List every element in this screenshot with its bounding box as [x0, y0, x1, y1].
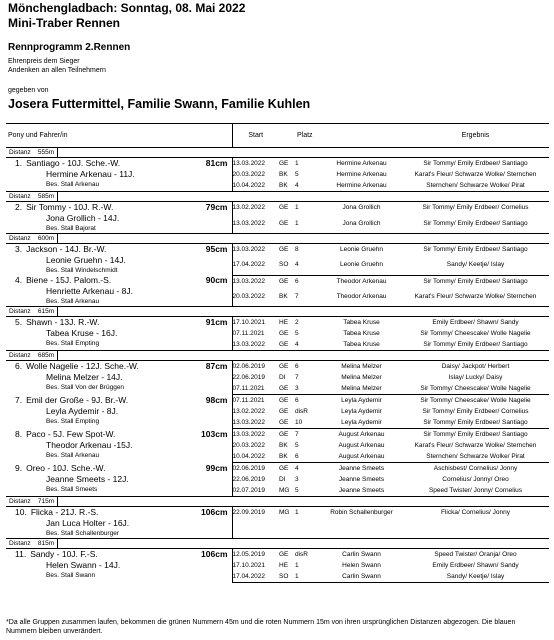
event-title: Mini-Traber Rennen — [8, 16, 121, 30]
result-podium: Sternchen/ Schwarze Wolke/ Pirat — [402, 451, 549, 463]
distance-label — [6, 497, 58, 506]
horse-line — [6, 395, 232, 406]
horse-line — [6, 429, 232, 440]
result-date: 13.02.2022 — [232, 408, 266, 415]
stable-name: Bes. Stall Arkenau — [46, 181, 100, 188]
stable-name: Bes. Stall Schallenburger — [46, 530, 119, 537]
horse-height: 79cm — [205, 202, 228, 212]
page-header — [8, 0, 245, 31]
horse-height: 87cm — [205, 361, 228, 371]
result-track: DI — [279, 476, 286, 483]
result-podium: Flicka/ Cornelius/ Jonny — [441, 509, 510, 516]
horse-line — [6, 463, 232, 474]
result-date: 07.11.2021 — [232, 383, 279, 395]
table-row — [6, 507, 549, 538]
result-place: 1 — [295, 571, 321, 583]
result-driver: Jona Grollich — [342, 219, 381, 227]
entry-cell — [6, 158, 232, 192]
entry-cell — [6, 317, 232, 351]
result-podium: Sir Tommy/ Cheescake/ Wolle Nagelie — [420, 330, 531, 337]
result-driver: Hermine Arkenau — [321, 180, 402, 192]
distance-value: 685m — [37, 352, 55, 359]
result-place: 4 — [295, 261, 299, 269]
horse-name: Emil der Große - 9J. Br.-W. — [26, 394, 129, 405]
result-driver: Carlin Swann — [321, 571, 402, 583]
result-date: 13.03.2022 — [232, 277, 266, 285]
result-date: 22.09.2019 — [232, 509, 266, 516]
distance-word: Distanz — [9, 235, 31, 242]
stable-name: Bes. Stall Empting — [46, 417, 100, 425]
distance-row — [6, 234, 549, 244]
horse-number: 1. — [15, 158, 23, 168]
sponsors: Josera Futtermittel, Familie Swann, Familie Kuhlen — [8, 97, 311, 111]
result-date: 17.10.2021 — [232, 562, 266, 569]
result-driver: Jeanne Smeets — [321, 485, 402, 497]
distance-label — [6, 307, 58, 316]
result-podium: Sir Tommy/ Emily Erdbeer/ Cornelius — [422, 204, 529, 211]
result-podium: Sir Tommy/ Cheescake/ Wolle Nagelie — [402, 383, 549, 395]
result-podium: Sir Tommy/ Emily Erdbeer/ Santiago — [423, 431, 528, 438]
result-track: MG — [279, 509, 290, 516]
result-date: 13.03.2022 — [232, 339, 279, 351]
result-date: 17.04.2022 — [232, 261, 266, 269]
distance-row — [6, 497, 549, 507]
result-place: 7 — [295, 292, 299, 300]
result-driver: August Arkenau — [321, 451, 402, 463]
horse-number: 4. — [15, 275, 23, 285]
horse-number: 8. — [15, 428, 23, 439]
result-podium: Aschisbest/ Cornelius/ Jonny — [433, 465, 518, 472]
result-podium: Karat's Fleur/ Schwarze Wolke/ Sternchen — [414, 292, 537, 300]
driver-name: Henriette Arkenau - 8J. — [46, 286, 133, 296]
event-location-date: Mönchengladbach: Sonntag, 08. Mai 2022 — [8, 1, 246, 15]
distance-label — [6, 192, 58, 201]
distance-value: 585m — [37, 193, 55, 200]
horse-name: Paco - 5J. Few Spot-W. — [26, 428, 116, 439]
result-place: 2 — [295, 319, 299, 326]
stable-name: Bes. Stall Von der Brüggen — [46, 384, 125, 391]
result-track: BK — [279, 442, 288, 449]
souvenir-text: Andenken an allen Teilnehmern — [8, 67, 106, 74]
stable-name: Bes. Stall Arkenau — [46, 451, 100, 459]
entry-cell — [6, 395, 232, 429]
result-track: GE — [279, 339, 295, 351]
result-track: GE — [279, 277, 289, 285]
stable-name: Bes. Stall Arkenau — [46, 298, 100, 305]
result-driver: Theodor Arkenau — [336, 277, 387, 285]
result-date: 17.10.2021 — [232, 319, 266, 326]
result-track: GE — [279, 160, 289, 167]
distance-value: 815m — [37, 540, 55, 547]
distance-word: Distanz — [9, 540, 31, 547]
result-podium: Sir Tommy/ Emily Erdbeer/ Santiago — [423, 246, 528, 253]
result-place: disR — [295, 408, 309, 415]
table-header-row — [6, 124, 549, 148]
result-podium: Emily Erdbeer/ Shawn/ Sandy — [432, 319, 519, 326]
result-track: SO — [279, 571, 295, 583]
result-track: GE — [279, 204, 289, 211]
driver-name: Jona Grollich - 14J. — [46, 213, 120, 223]
result-driver: Leyla Aydemir — [321, 417, 402, 429]
table-row — [6, 275, 549, 291]
horse-height: 103cm — [201, 428, 228, 439]
result-track: GE — [279, 551, 289, 558]
horse-number: 2. — [15, 202, 23, 212]
result-date: 02.07.2019 — [232, 485, 279, 497]
horse-number: 6. — [15, 361, 23, 371]
result-podium: Sir Tommy/ Emily Erdbeer/ Santiago — [402, 417, 549, 429]
prize-text: Ehrenpreis dem Sieger — [8, 58, 80, 65]
result-date: 13.03.2022 — [232, 431, 266, 438]
result-place: 1 — [295, 219, 299, 227]
result-place: 6 — [295, 397, 299, 404]
result-place: 5 — [295, 330, 299, 337]
result-track: GE — [279, 431, 289, 438]
result-place: 1 — [295, 509, 299, 516]
result-podium: Emily Erdbeer/ Shawn/ Sandy — [432, 562, 519, 569]
driver-name: Leyla Aydemir - 8J. — [46, 405, 119, 416]
distance-value: 555m — [37, 149, 55, 156]
result-date: 07.11.2021 — [232, 397, 265, 404]
result-driver: Melina Melzer — [341, 363, 382, 370]
horse-height: 106cm — [201, 549, 228, 559]
result-track: BK — [279, 180, 295, 192]
horse-number: 7. — [15, 394, 23, 405]
result-podium: Sternchen/ Schwarze Wolke/ Pirat — [402, 180, 549, 192]
result-place: 3 — [295, 476, 299, 483]
result-date: 12.05.2019 — [232, 551, 266, 558]
result-place: 8 — [295, 246, 299, 253]
result-track: DI — [279, 374, 286, 381]
col-header-ergebnis: Ergebnis — [402, 124, 549, 148]
result-date: 07.11.2021 — [232, 330, 265, 337]
result-driver: August Arkenau — [338, 442, 385, 449]
result-date: 13.03.2022 — [232, 417, 279, 429]
result-driver: Tabea Kruse — [343, 319, 380, 326]
horse-line — [6, 361, 232, 372]
horse-name: Flicka - 21J. R.-S. — [30, 507, 99, 517]
result-date: 13.03.2022 — [232, 160, 266, 167]
result-date: 10.04.2022 — [232, 451, 279, 463]
entry-cell — [6, 549, 232, 583]
result-podium: Sir Tommy/ Emily Erdbeer/ Santiago — [423, 219, 528, 227]
result-place: 5 — [295, 171, 299, 178]
entry-cell — [6, 275, 232, 307]
result-driver: Leyla Aydemir — [341, 397, 382, 404]
result-podium: Sir Tommy/ Emily Erdbeer/ Santiago — [423, 277, 528, 285]
horse-number: 11. — [15, 549, 27, 559]
result-driver: Melina Melzer — [341, 374, 382, 381]
result-podium: Sandy/ Keetje/ Islay — [402, 571, 549, 583]
table-row — [6, 463, 549, 475]
result-podium: Karat's Fleur/ Schwarze Wolke/ Sternchen — [414, 171, 537, 178]
horse-name: Shawn - 13J. R.-W. — [26, 317, 100, 327]
result-track: BK — [279, 451, 295, 463]
distance-value: 715m — [37, 498, 55, 505]
result-driver: Jeanne Smeets — [338, 476, 385, 483]
result-date: 20.03.2022 — [232, 442, 266, 449]
result-track: GE — [279, 465, 289, 472]
horse-name: Oreo - 10J. Sche.-W. — [26, 462, 106, 473]
result-date: 22.06.2019 — [232, 476, 266, 483]
result-podium: Speed Twister/ Oranja/ Oreo — [434, 551, 517, 558]
horse-height: 106cm — [201, 507, 228, 517]
horse-line — [6, 202, 232, 213]
result-place: 4 — [295, 180, 321, 192]
result-date: 13.02.2022 — [232, 204, 266, 211]
horse-height: 91cm — [205, 317, 228, 327]
distance-row — [6, 307, 549, 317]
horse-line — [6, 158, 232, 169]
result-driver: August Arkenau — [338, 431, 385, 438]
distance-label — [6, 234, 58, 243]
result-track: GE — [279, 397, 289, 404]
result-podium: Sir Tommy/ Emily Erdbeer/ Santiago — [402, 339, 549, 351]
result-track: SO — [279, 261, 289, 269]
result-place: 1 — [295, 160, 299, 167]
entry-cell — [6, 361, 232, 395]
result-driver: Theodor Arkenau — [336, 292, 387, 300]
horse-number: 5. — [15, 317, 23, 327]
race-program-title: Rennprogramm 2.Rennen — [8, 42, 131, 53]
result-date: 20.03.2022 — [232, 292, 266, 300]
result-track: GE — [279, 417, 295, 429]
result-track: GE — [279, 246, 289, 253]
result-place: 1 — [295, 562, 299, 569]
result-podium: Sir Tommy/ Emily Erdbeer/ Santiago — [423, 160, 528, 167]
horse-name: Wolle Nagelie - 12J. Sche.-W. — [26, 361, 139, 371]
horse-name: Sir Tommy - 10J. R.-W. — [26, 202, 114, 212]
table-row — [6, 361, 549, 373]
result-track: MG — [279, 485, 295, 497]
result-podium: Speed Twister/ Jonny/ Cornelius — [402, 485, 549, 497]
result-driver: Tabea Kruse — [343, 330, 380, 337]
result-date: 22.06.2019 — [232, 374, 266, 381]
result-driver: Jeanne Smeets — [338, 465, 385, 472]
result-driver: Jona Grollich — [342, 204, 381, 211]
table-row — [6, 549, 549, 561]
result-podium: Cornelius/ Jonny/ Oreo — [442, 476, 509, 483]
result-track: BK — [279, 292, 288, 300]
result-podium: Sir Tommy/ Cheescake/ Wolle Nagelie — [420, 397, 531, 404]
stable-name: Bes. Stall Bajorat — [46, 225, 96, 232]
result-podium: Karat's Fleur/ Schwarze Wolke/ Sternchen — [414, 442, 537, 449]
horse-height: 98cm — [205, 394, 228, 405]
result-date: 13.03.2022 — [232, 219, 266, 227]
result-driver: Melina Melzer — [321, 383, 402, 395]
result-date: 10.04.2022 — [232, 180, 279, 192]
result-track: GE — [279, 383, 295, 395]
race-table — [6, 123, 549, 583]
result-driver: Hermine Arkenau — [336, 160, 387, 167]
result-driver: Leonie Gruehn — [339, 261, 383, 269]
result-driver: Robin Schallenburger — [330, 509, 393, 516]
stable-name: Bes. Stall Empting — [46, 340, 100, 347]
distance-word: Distanz — [9, 352, 31, 359]
result-place: 6 — [295, 277, 299, 285]
result-track: HE — [279, 319, 289, 326]
result-place: 7 — [295, 374, 299, 381]
result-driver: Leyla Aydemir — [341, 408, 382, 415]
entry-cell — [6, 244, 232, 276]
col-header-start: Start — [232, 124, 279, 148]
entry-cell — [6, 463, 232, 497]
result-place: 6 — [295, 451, 321, 463]
table-row — [6, 158, 549, 170]
result-driver: Tabea Kruse — [321, 339, 402, 351]
horse-height: 81cm — [205, 158, 228, 168]
footnote: *Da alle Gruppen zusammen laufen, bekommen die grünen Nummern 45m und die roten Nummern 15m von ihren ursprünglichen Distanzen abgezogen. Die blauen Nummern bleiben unverändert. — [6, 619, 516, 635]
result-track: GE — [279, 330, 289, 337]
horse-height: 95cm — [205, 244, 228, 254]
table-row — [6, 202, 549, 218]
table-row — [6, 317, 549, 329]
horse-line — [6, 507, 232, 518]
distance-value: 600m — [37, 235, 55, 242]
distance-word: Distanz — [9, 193, 31, 200]
distance-word: Distanz — [9, 308, 31, 315]
result-date: 20.03.2022 — [232, 171, 266, 178]
result-podium: Sir Tommy/ Emily Erdbeer/ Cornelius — [422, 408, 529, 415]
driver-name: Tabea Kruse - 16J. — [46, 328, 118, 338]
driver-name: Theodor Arkenau -15J. — [46, 439, 133, 450]
result-place: 1 — [295, 204, 299, 211]
result-date: 02.06.2019 — [232, 465, 266, 472]
distance-label — [6, 148, 58, 157]
horse-height: 99cm — [205, 462, 228, 473]
driver-name: Jeanne Smeets - 12J. — [46, 473, 129, 484]
driver-name: Leonie Gruehn - 14J. — [46, 255, 126, 265]
driver-name: Jan Luca Holter - 16J. — [46, 518, 130, 528]
col-header-pony: Pony und Fahrer/in — [6, 124, 232, 148]
col-header-platz: Platz — [295, 124, 402, 148]
stable-name: Bes. Stall Swann — [46, 572, 96, 579]
result-podium: Daisy/ Jackpot/ Herbert — [441, 363, 510, 370]
stable-name: Bes. Stall Windelschmidt — [46, 267, 118, 274]
distance-word: Distanz — [9, 498, 31, 505]
result-driver: Carlin Swann — [342, 551, 381, 558]
distance-row — [6, 351, 549, 361]
result-track: HE — [279, 562, 289, 569]
table-row — [6, 429, 549, 441]
result-track: BK — [279, 171, 288, 178]
result-podium: Islay/ Lucky/ Daisy — [448, 374, 503, 381]
result-driver: Hermine Arkenau — [336, 171, 387, 178]
entry-cell — [6, 202, 232, 234]
horse-number: 10. — [15, 507, 27, 517]
distance-value: 615m — [37, 308, 55, 315]
distance-row — [6, 192, 549, 202]
result-driver: Helen Swann — [342, 562, 381, 569]
horse-height: 90cm — [205, 275, 228, 285]
horse-name: Jackson - 14J. Br.-W. — [26, 244, 107, 254]
result-podium: Sandy/ Keetje/ Islay — [446, 261, 505, 269]
horse-line — [6, 549, 232, 560]
result-date: 17.04.2022 — [232, 571, 279, 583]
distance-word: Distanz — [9, 149, 31, 156]
distance-label — [6, 351, 58, 360]
horse-line — [6, 244, 232, 255]
entry-cell — [6, 507, 232, 539]
horse-number: 3. — [15, 244, 23, 254]
driver-name: Hermine Arkenau - 11J. — [46, 169, 135, 179]
entry-cell — [6, 429, 232, 463]
result-place: 4 — [295, 465, 299, 472]
result-track: GE — [279, 219, 289, 227]
horse-name: Santiago - 10J. Sche.-W. — [26, 158, 121, 168]
result-place: 6 — [295, 363, 299, 370]
horse-number: 9. — [15, 462, 23, 473]
horse-name: Biene - 15J. Palom.-S. — [26, 275, 112, 285]
driver-name: Helen Swann - 14J. — [46, 560, 121, 570]
result-date: 02.06.2019 — [232, 363, 266, 370]
result-place: 4 — [295, 339, 321, 351]
stable-name: Bes. Stall Smeets — [46, 485, 98, 493]
result-place: 5 — [295, 442, 299, 449]
result-track: GE — [279, 408, 289, 415]
table-row — [6, 244, 549, 260]
result-place: 10 — [295, 417, 321, 429]
result-date: 13.03.2022 — [232, 246, 266, 253]
result-place: disR — [295, 551, 309, 558]
given-by-label: gegeben von — [8, 87, 49, 94]
distance-label — [6, 539, 58, 548]
table-row — [6, 395, 549, 407]
result-driver: Leonie Gruehn — [339, 246, 383, 253]
distance-row — [6, 148, 549, 158]
result-place: 7 — [295, 431, 299, 438]
horse-name: Sandy - 10J. F.-S. — [30, 549, 98, 559]
result-place: 3 — [295, 383, 321, 395]
horse-line — [6, 275, 232, 286]
driver-name: Melina Melzer - 14J. — [46, 372, 123, 382]
result-place: 5 — [295, 485, 321, 497]
result-track: GE — [279, 363, 289, 370]
distance-row — [6, 539, 549, 549]
horse-line — [6, 317, 232, 328]
